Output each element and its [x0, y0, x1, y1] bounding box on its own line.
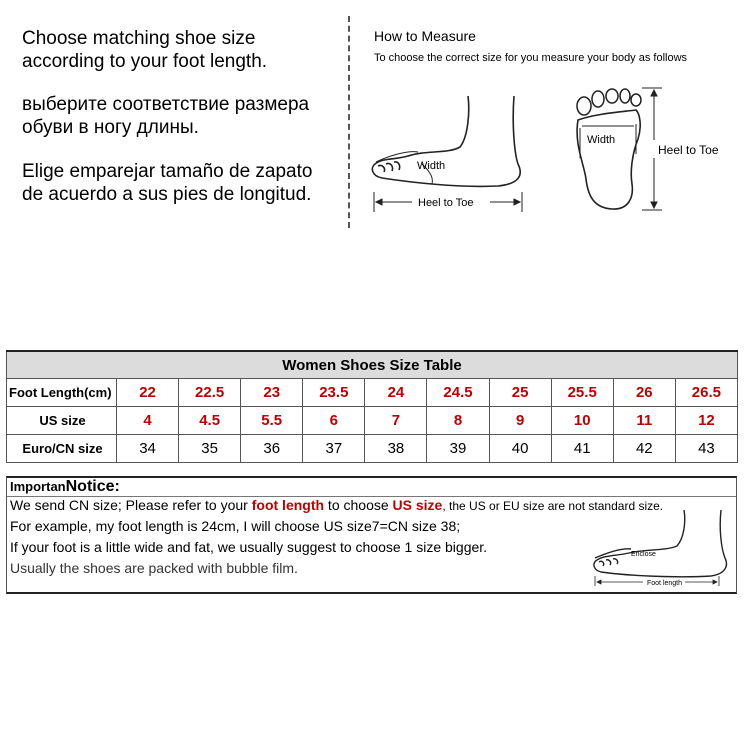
intro-russian-line2: обуви в ногу длины.: [22, 117, 199, 138]
euro-size-row: [7, 435, 738, 463]
euro-size-cell: 35: [179, 435, 241, 463]
us-size-row: [7, 407, 738, 435]
euro-size-cell: 42: [613, 435, 675, 463]
foot-length-label-small: Foot length: [647, 580, 683, 587]
side-length-label: Heel to Toe: [418, 197, 474, 209]
highlight-foot-length: foot length: [251, 497, 325, 513]
sole-foot-diagram: [570, 84, 740, 216]
intro-english: [22, 27, 342, 73]
measure-title: How to Measure: [374, 28, 476, 44]
sole-length-label: Heel to Toe: [658, 143, 719, 157]
euro-size-cell: 38: [365, 435, 427, 463]
us-size-cell: 8: [427, 407, 489, 435]
us-size-cell: 12: [675, 407, 737, 435]
intro-spanish: [22, 160, 342, 206]
euro-size-cell: 39: [427, 435, 489, 463]
side-foot-outline-icon: [372, 96, 520, 186]
us-size-cell: 5.5: [241, 407, 303, 435]
highlight-us-size: US size: [392, 497, 443, 513]
side-width-label: Width: [417, 160, 446, 172]
measure-subtitle: To choose the correct size for you measure your body as follows: [374, 52, 688, 64]
notice-line-1-text: We send CN size; Please refer to your: [10, 497, 252, 513]
notice-box: [6, 476, 737, 594]
notice-title-big: Notice:: [65, 478, 120, 495]
notice-foot-outline-icon: [594, 510, 727, 577]
size-table: [6, 350, 738, 463]
us-size-cell: 11: [613, 407, 675, 435]
notice-foot-diagram: [589, 508, 734, 588]
enclose-label: Enclose: [631, 551, 656, 558]
foot-length-cell: 26: [613, 379, 675, 407]
intro-spanish-line2: de acuerdo a sus pies de longitud.: [22, 184, 312, 205]
euro-size-cell: 40: [489, 435, 551, 463]
notice-line-4: Usually the shoes are packed with bubble film.: [10, 560, 298, 576]
foot-length-cell: 25: [489, 379, 551, 407]
intro-english-line1: Choose matching shoe size: [22, 28, 256, 49]
foot-length-cell: 23: [241, 379, 303, 407]
foot-length-cell: 23.5: [303, 379, 365, 407]
us-size-cell: 7: [365, 407, 427, 435]
euro-size-label: Euro/CN size: [7, 435, 117, 463]
intro-russian: [22, 93, 342, 139]
notice-title-small: Importan: [10, 479, 66, 494]
notice-title: [10, 478, 120, 496]
sole-outline-icon: [577, 110, 640, 209]
us-size-cell: 4: [117, 407, 179, 435]
intro-english-line2: according to your foot length.: [22, 51, 268, 72]
us-size-cell: 9: [489, 407, 551, 435]
foot-length-cell: 26.5: [675, 379, 737, 407]
intro-russian-line1: выберите соответствие размера: [22, 94, 310, 115]
us-size-cell: 6: [303, 407, 365, 435]
table-title-row: [7, 351, 738, 379]
notice-line-3: If your foot is a little wide and fat, we usually suggest to choose 1 size bigger.: [10, 539, 488, 555]
euro-size-cell: 37: [303, 435, 365, 463]
foot-length-row: [7, 379, 738, 407]
us-size-label: US size: [7, 407, 117, 435]
foot-length-cell: 25.5: [551, 379, 613, 407]
notice-line-1: [10, 497, 663, 513]
notice-line-1-text-2: to choose: [324, 497, 393, 513]
notice-line-2: For example, my foot length is 24cm, I will choose US size7=CN size 38;: [10, 518, 461, 534]
euro-size-cell: 43: [675, 435, 737, 463]
us-size-cell: 10: [551, 407, 613, 435]
euro-size-cell: 36: [241, 435, 303, 463]
foot-length-cell: 22.5: [179, 379, 241, 407]
foot-length-cell: 24.5: [427, 379, 489, 407]
side-foot-diagram: [368, 92, 533, 217]
foot-length-cell: 24: [365, 379, 427, 407]
us-size-cell: 4.5: [179, 407, 241, 435]
euro-size-cell: 41: [551, 435, 613, 463]
dashed-divider: [348, 16, 350, 228]
foot-length-label: Foot Length(cm): [7, 379, 117, 407]
foot-length-cell: 22: [117, 379, 179, 407]
sole-width-label: Width: [587, 134, 616, 146]
table-title: Women Shoes Size Table: [7, 351, 738, 379]
notice-line-1-text-3: , the US or EU size are not standard size.: [442, 499, 664, 513]
euro-size-cell: 34: [117, 435, 179, 463]
intro-spanish-line1: Elige emparejar tamaño de zapato: [22, 161, 313, 182]
